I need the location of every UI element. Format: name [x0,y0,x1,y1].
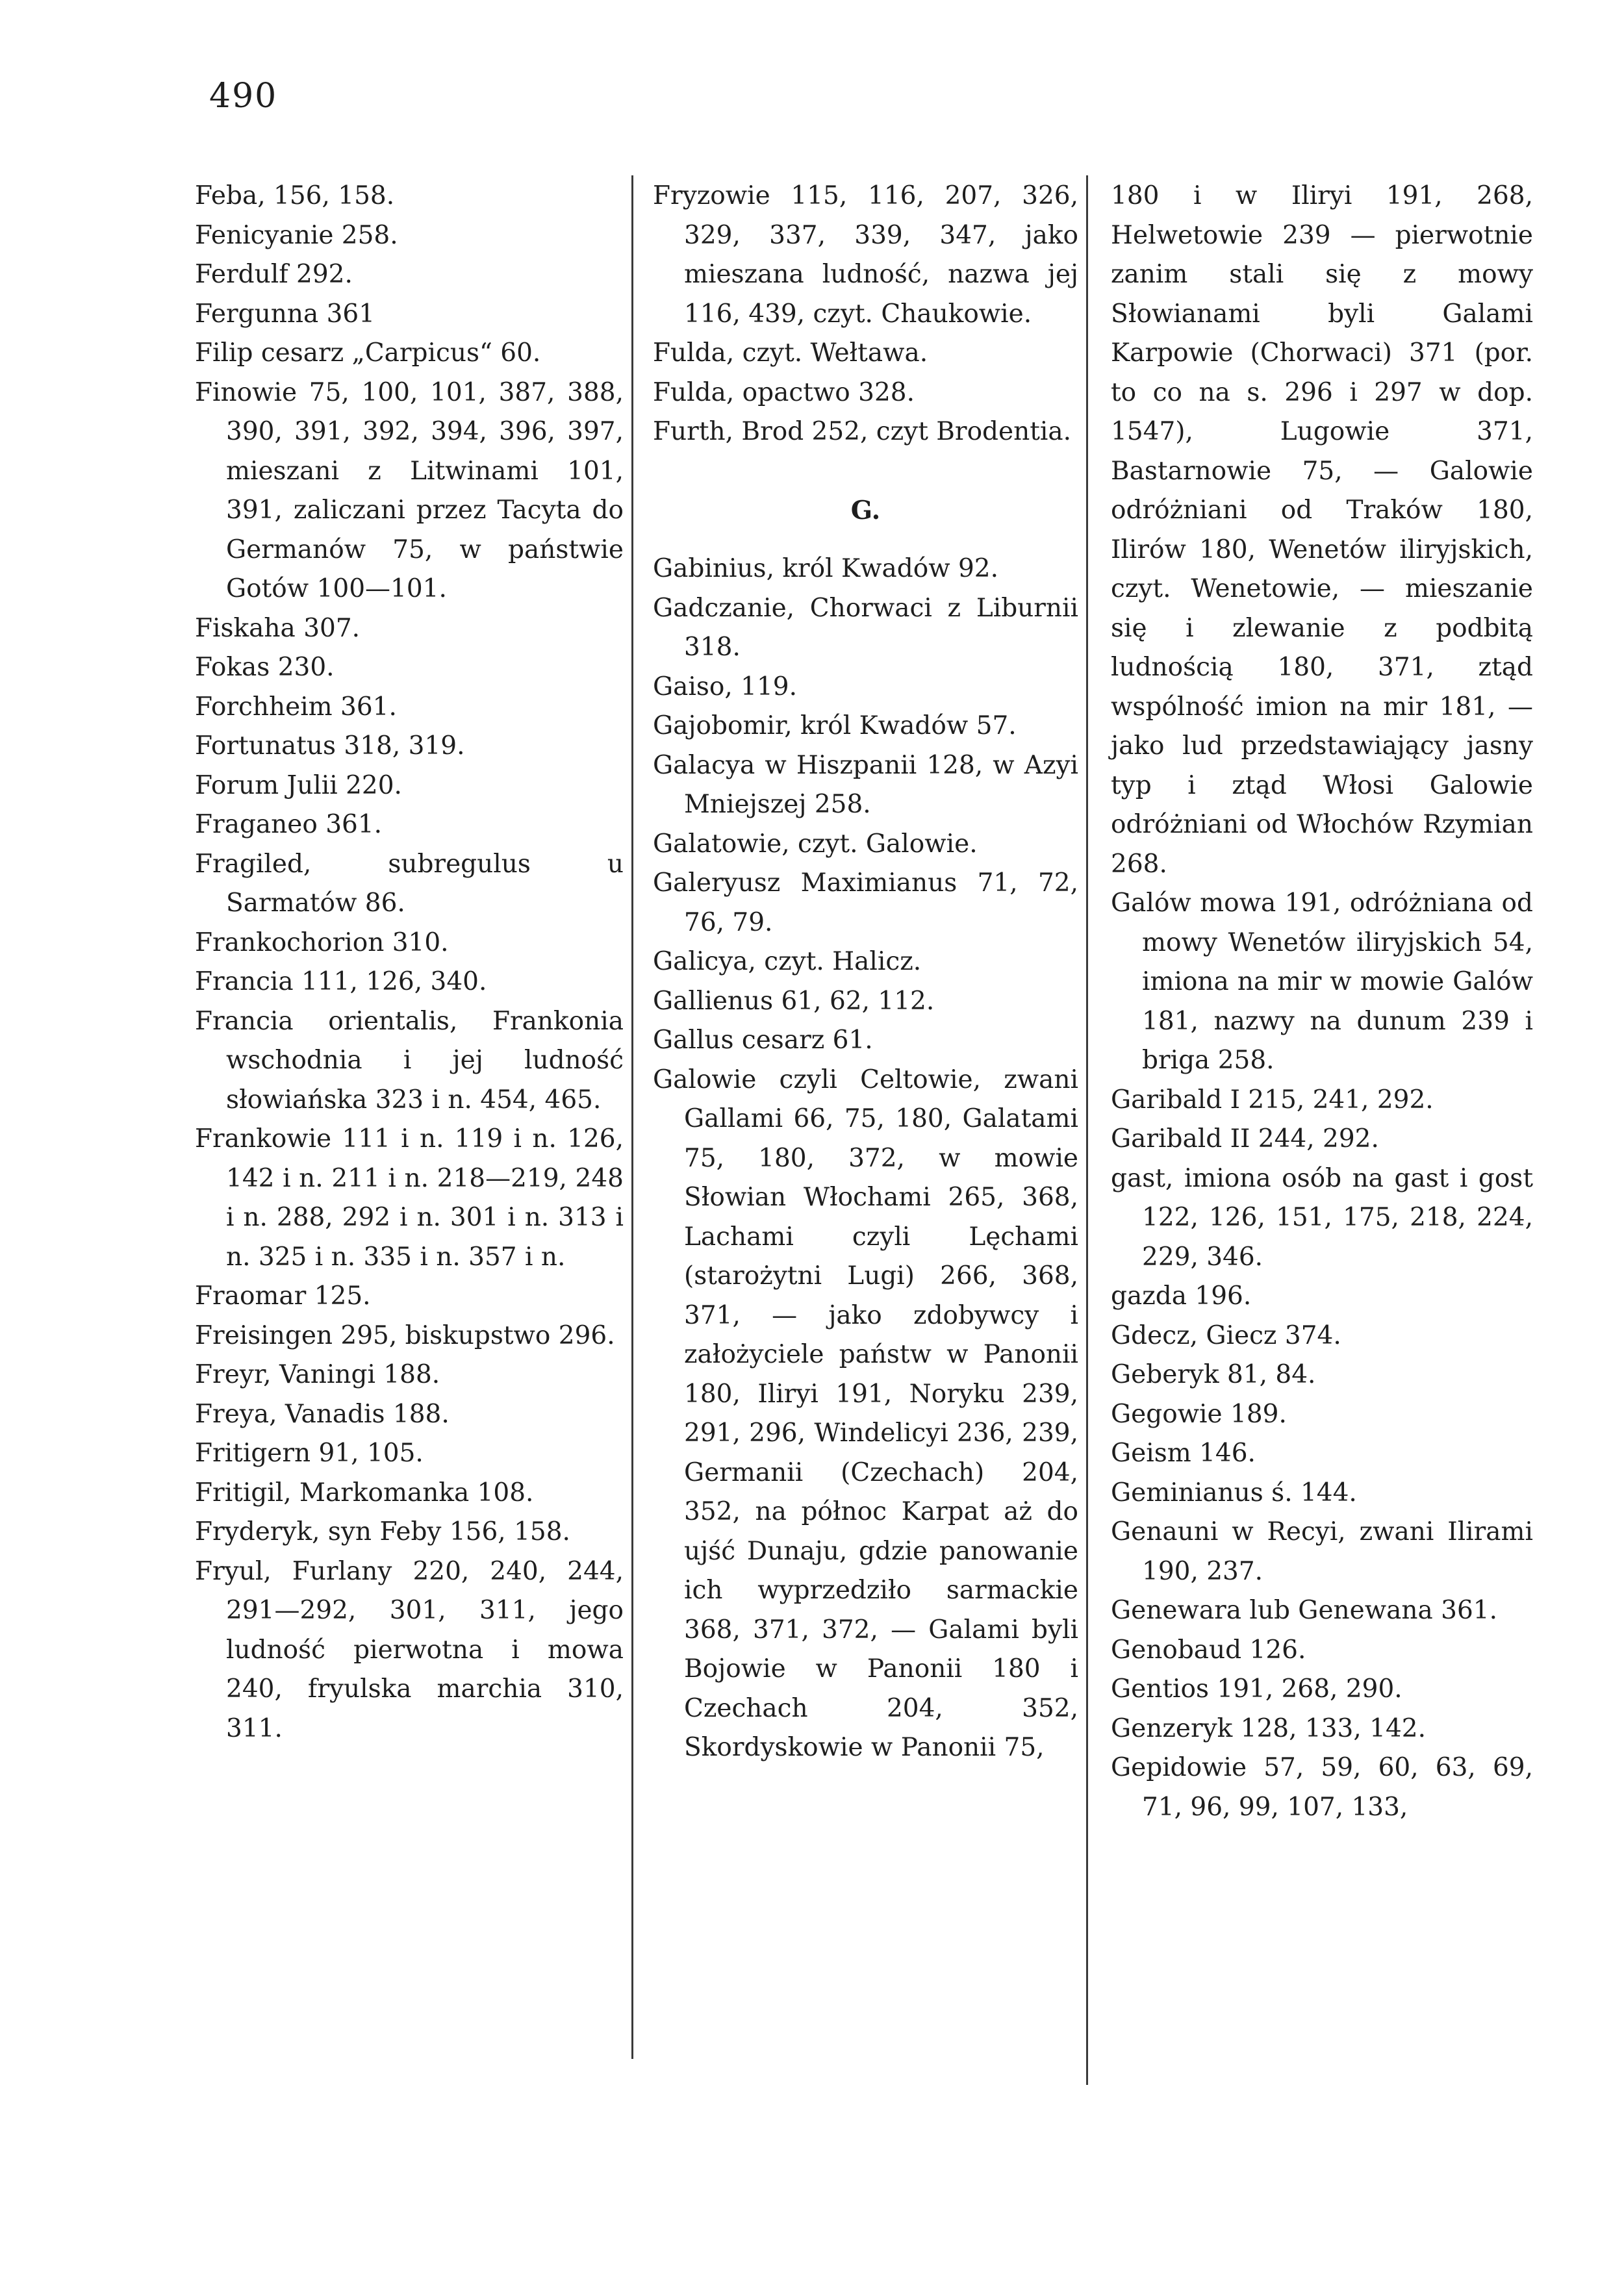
index-entry: Fraomar 125. [195,1281,371,1311]
index-entry: Fritigern 91, 105. [195,1439,424,1468]
index-entry: Filip cesarz „Carpicus“ 60. [195,338,541,368]
index-entry: Fryzowie 115, 116, 207, 326, 329, 337, 339, 347, jako mieszana ludność, nazwa jej 116, 439, czyt. Chaukowie. [653,181,1078,329]
page-number: 490 [209,77,278,116]
index-entry: Fiskaha 307. [195,613,361,643]
index-entry: Forchheim 361. [195,692,397,722]
section-heading: G. [850,495,881,525]
index-entry: Fergunna 361 [195,299,375,329]
index-entry: Gegowie 189. [1111,1399,1287,1429]
column-divider-2 [1086,175,1088,2085]
index-entry: Finowie 75, 100, 101, 387, 388, 390, 391, 392, 394, 396, 397, mieszani z Litwinami 101, 391, zaliczani przez Tacyta do Germanów 75, w państwie Gotów 100—101. [195,377,624,603]
index-entry: Fritigil, Markomanka 108. [195,1478,534,1508]
index-entry: Frankowie 111 i n. 119 i n. 126, 142 i n. 211 i n. 218—219, 248 i n. 288, 292 i n. 301 i n. 313 i n. 325 i n. 335 i n. 357 i n. [195,1124,624,1272]
index-entry: Gajobomir, król Kwadów 57. [653,711,1017,740]
index-entry: Genauni w Recyi, zwani Ilirami 190, 237. [1111,1517,1533,1586]
index-column-1 [195,177,624,1748]
index-entry: Garibald II 244, 292. [1111,1124,1379,1154]
index-entry: Feba, 156, 158. [195,181,395,210]
index-entry: Freya, Vanadis 188. [195,1399,450,1429]
index-entry: Fulda, opactwo 328. [653,377,915,407]
index-entry: Gepidowie 57, 59, 60, 63, 69, 71, 96, 99, 107, 133, [1111,1753,1533,1822]
index-entry: Genewara lub Genewana 361. [1111,1596,1497,1625]
index-entry: Ferdulf 292. [195,260,353,289]
index-entry: Garibald I 215, 241, 292. [1111,1085,1434,1115]
index-column-2 [653,177,1078,1768]
index-entry: Fortunatus 318, 319. [195,731,465,761]
index-entry: Gdecz, Giecz 374. [1111,1320,1341,1350]
index-entry: Genzeryk 128, 133, 142. [1111,1713,1426,1743]
index-entry: Frankochorion 310. [195,927,449,957]
index-entry: Fryul, Furlany 220, 240, 244, 291—292, 301, 311, jego ludność pierwotna i mowa 240, fryulska marchia 310, 311. [195,1556,624,1743]
index-entry: Gadczanie, Chorwaci z Liburnii 318. [653,593,1078,662]
index-entry: Fraganeo 361. [195,810,383,839]
index-entry: Fokas 230. [195,653,335,682]
index-entry: Galicya, czyt. Halicz. [653,947,922,976]
index-entry: Gentios 191, 268, 290. [1111,1674,1402,1704]
index-entry: Geberyk 81, 84. [1111,1360,1316,1389]
index-entry: Geminianus ś. 144. [1111,1478,1357,1508]
index-entry: Gaiso, 119. [653,672,798,701]
index-entry: gazda 196. [1111,1281,1252,1311]
index-entry: Geism 146. [1111,1439,1256,1468]
index-entry: Fulda, czyt. Wełtawa. [653,338,928,368]
index-entry: Fragiled, subregulus u Sarmatów 86. [195,849,624,918]
index-entry: Fryderyk, syn Feby 156, 158. [195,1517,570,1546]
index-column-3 [1111,177,1533,1827]
index-entry: Galów mowa 191, odróżniana od mowy Wenetów iliryjskich 54, imiona na mir w mowie Galów 181, nazwy na dunum 239 i briga 258. [1111,889,1533,1075]
index-entry: Gallienus 61, 62, 112. [653,986,935,1016]
index-entry: Francia 111, 126, 340. [195,967,487,996]
index-entry: 180 i w Iliryi 191, 268, Helwetowie 239 — pierwotnie zanim stali się z mowy Słowianami byli Galami Karpowie (Chorwaci) 371 (por. to co na s. 296 i 297 w dop. 1547), Lugowie 371, Bastarnowie 75, — Galowie odróżniani od Traków 180, Ilirów 180, Wenetów iliryjskich, czyt. Wenetowie, — mieszanie się i zlewanie z podbitą ludnością 180, 371, ztąd wspólność imion na mir 181, — jako lud przedstawiający jasny typ i ztąd Włosi Galowie odróżniani od Włochów Rzymian 268. [1111,181,1533,879]
index-entry: Forum Julii 220. [195,770,402,800]
index-entry: Galowie czyli Celtowie, zwani Gallami 66, 75, 180, Galatami 75, 180, 372, w mowie Słowian Włochami 265, 368, Lachami czyli Lęchami (starożytni Lugi) 266, 368, 371, — jako zdobywcy i założyciele państw w Panonii 180, Iliryi 191, Noryku 239, 291, 296, Windelicyi 236, 239, Germanii (Czechach) 204, 352, na północ Karpat aż do ujść Dunaju, gdzie panowanie ich wyprzedziło sarmackie 368, 371, 372, — Galami byli Bojowie w Panonii 180 i Czechach 204, 352, Skordyskowie w Panonii 75, [653,1065,1078,1762]
column-divider-1 [631,175,633,2059]
index-entry: Fenicyanie 258. [195,220,398,250]
index-entry: Freisingen 295, biskupstwo 296. [195,1320,615,1350]
index-entry: Galacya w Hiszpanii 128, w Azyi Mniejszej 258. [653,750,1078,819]
index-entry: Genobaud 126. [1111,1635,1306,1665]
index-entry: Galatowie, czyt. Galowie. [653,829,978,859]
index-entry: Gallus cesarz 61. [653,1026,873,1055]
index-entry: Gabinius, król Kwadów 92. [653,554,999,583]
index-entry: gast, imiona osób na gast i gost 122, 126, 151, 175, 218, 224, 229, 346. [1111,1163,1533,1272]
index-entry: Galeryusz Maximianus 71, 72, 76, 79. [653,868,1078,937]
index-entry: Francia orientalis, Frankonia wschodnia i jej ludność słowiańska 323 i n. 454, 465. [195,1006,624,1115]
index-entry: Furth, Brod 252, czyt Brodentia. [653,417,1072,446]
index-entry: Freyr, Vaningi 188. [195,1360,440,1389]
